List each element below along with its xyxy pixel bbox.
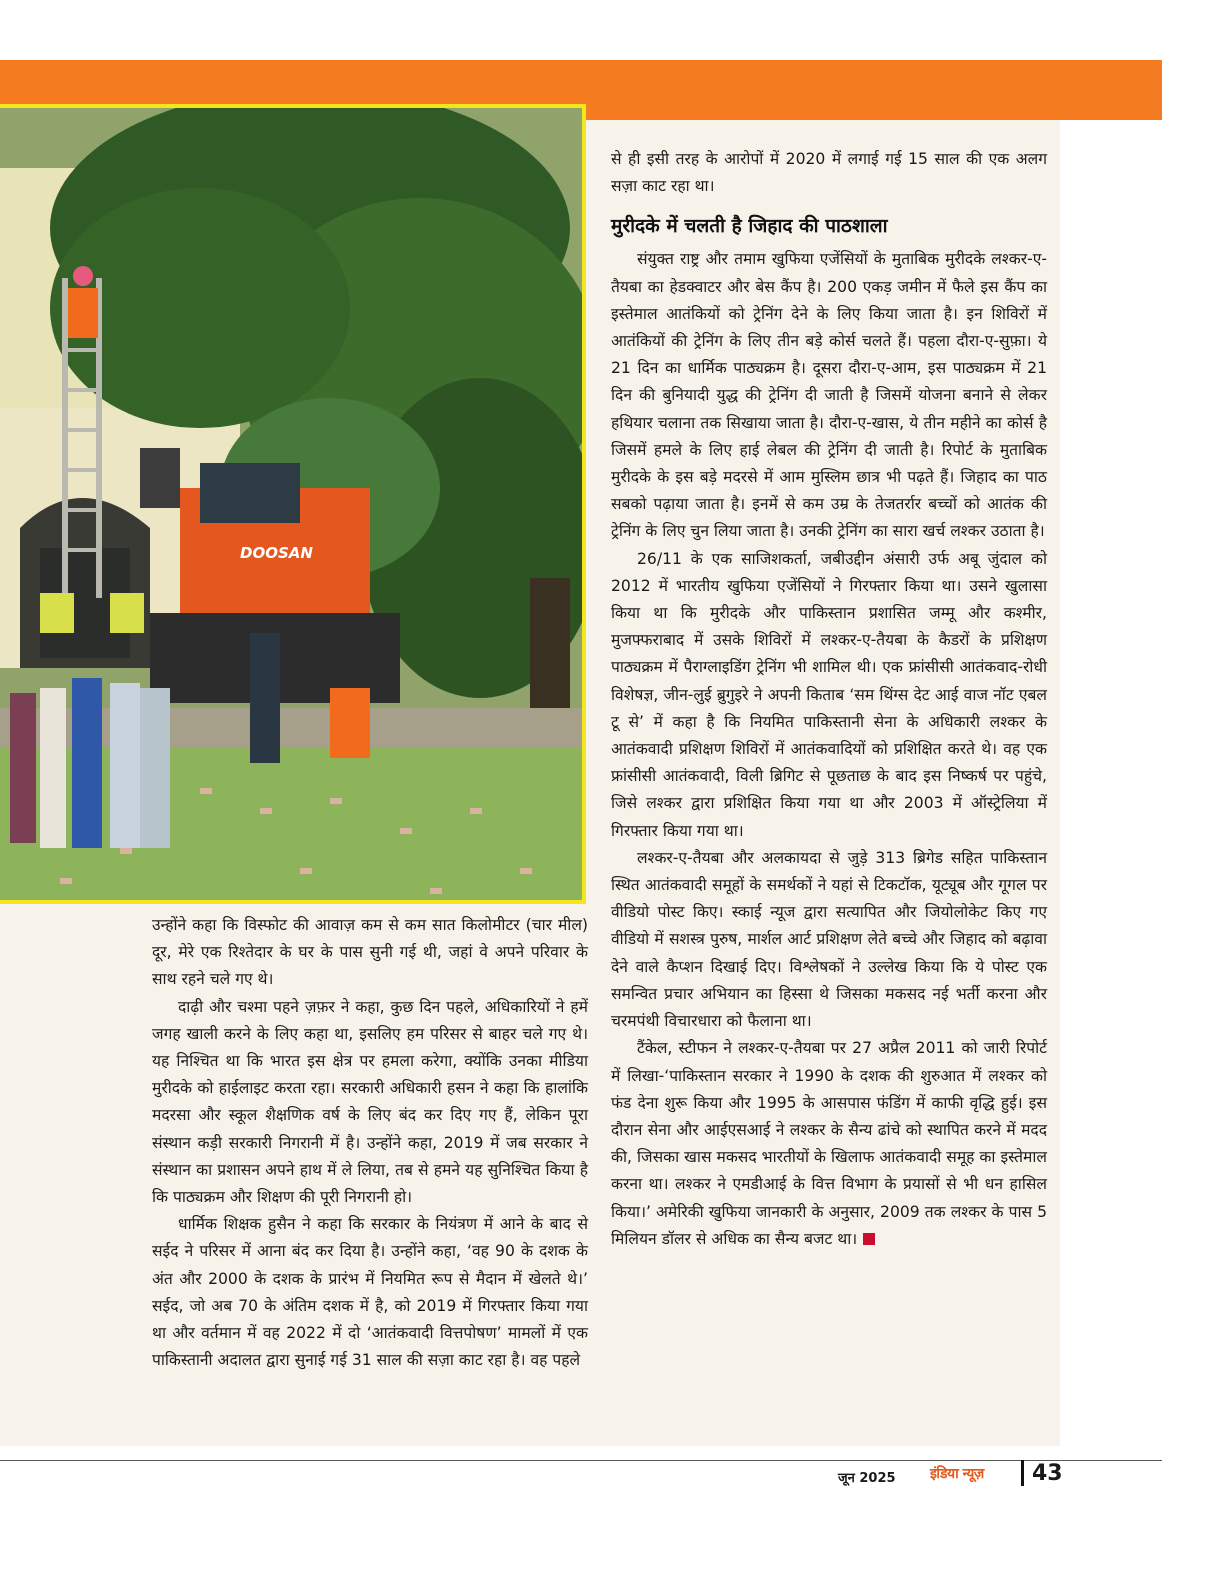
body-paragraph: टैंकेल, स्टीफन ने लश्कर-ए-तैयबा पर 27 अप्रैल 2011 को जारी रिपोर्ट में लिखा-‘पाकिस्तान सरकार ने 1990 के दशक की शुरुआत में लश्कर को फंड देना शुरू किया और 1995 के आसपास फंडिंग में काफी वृद्धि हुई। इस दौरान सेना और आईएसआई ने लश्कर के सैन्य ढांचे को स्थापित करने में मदद की, जिसका खास मकसद भारतीयों के खिलाफ आतंकवादी समूह का इस्तेमाल करना था। लश्कर ने एमडीआई के वित्त विभाग के प्रयासों से भी धन हासिल किया।’ अमेरिकी खुफिया जानकारी के अनुसार, 2009 तक लश्कर के पास 5 मिलियन डॉलर से अधिक का सैन्य बजट था। <box>611 1039 1047 1248</box>
body-paragraph: 26/11 के एक साजिशकर्ता, जबीउद्दीन अंसारी उर्फ अबू जुंदाल को 2012 में भारतीय खुफिया एजेंसियों ने गिरफ्तार किया था। उसने खुलासा किया था कि मुरीदके और पाकिस्तान प्रशासित जम्मू और कश्मीर, मुजफ्फराबाद में उसके शिविरों में लश्कर-ए-तैयबा के कैडरों के प्रशिक्षण पाठ्यक्रम में पैराग्लाइडिंग ट्रेनिंग भी शामिल थी। एक फ्रांसीसी आतंकवाद-रोधी विशेषज्ञ, जीन-लुई ब्रुगुइरे ने अपनी किताब ‘सम थिंग्स देट आई वाज नॉट एबल टू से’ में कहा है कि नियमित पाकिस्तानी सेना के अधिकारी लश्कर के आतंकवादी प्रशिक्षण शिविरों में आतंकवादियों को प्रशिक्षित करते थे। वह एक फ्रांसीसी आतंकवादी, विली ब्रिगिट से पूछताछ के बाद इस निष्कर्ष पर पहुंचे, जिसे लश्कर द्वारा प्रशिक्षित किया गया था और 2003 में ऑस्ट्रेलिया में गिरफ्तार किया गया था। <box>611 549 1047 840</box>
article-photo <box>0 104 586 904</box>
right-text-column <box>611 146 1047 1253</box>
body-paragraph: उन्होंने कहा कि विस्फोट की आवाज़ कम से कम सात किलोमीटर (चार मील) दूर, मेरे एक रिश्तेदार के घर के पास सुनी गई थी, जहां वे अपने परिवार के साथ रहने चले गए थे। <box>152 916 588 989</box>
body-paragraph: लश्कर-ए-तैयबा और अलकायदा से जुड़े 313 ब्रिगेड सहित पाकिस्तान स्थित आतंकवादी समूहों के समर्थकों ने यहां से टिकटॉक, यूट्यूब और गूगल पर वीडियो पोस्ट किए। स्काई न्यूज द्वारा सत्यापित और जियोलोकेट किए गए वीडियो में सशस्त्र पुरुष, मार्शल आर्ट प्रशिक्षण लेते बच्चे और जिहाद को बढ़ावा देने वाले कैप्शन दिखाई दिए। विश्लेषकों ने उल्लेख किया कि ये पोस्ट एक समन्वित प्रचार अभियान का हिस्सा थे जिसका मकसद नई भर्ती करना और चरमपंथी विचारधारा को फैलाना था। <box>611 848 1047 1031</box>
footer-divider <box>0 1460 1162 1461</box>
demolition-scene-illustration <box>0 108 582 904</box>
article-end-mark-icon <box>863 1233 875 1245</box>
left-text-column <box>152 912 588 1374</box>
lead-paragraph: से ही इसी तरह के आरोपों में 2020 में लगाई गई 15 साल की एक अलग सज़ा काट रहा था। <box>611 150 1047 196</box>
body-paragraph: संयुक्त राष्ट्र और तमाम खुफिया एजेंसियों के मुताबिक मुरीदके लश्कर-ए-तैयबा का हेडक्वाटर और बेस कैंप है। 200 एकड़ जमीन में फैले इस कैंप का इस्तेमाल आतंकियों को ट्रेनिंग देने के लिए किया जाता है। इन शिविरों में आतंकियों की ट्रेनिंग के लिए तीन बड़े कोर्स चलते हैं। पहला दौरा-ए-सुफ़ा। ये 21 दिन का धार्मिक पाठ्यक्रम है। दूसरा दौरा-ए-आम, इस पाठ्यक्रम में 21 दिन की बुनियादी युद्ध की ट्रेनिंग दी जाती है जिसमें योजना बनाने से लेकर हथियार चलाना तक सिखाया जाता है। दौरा-ए-खास, ये तीन महीने का कोर्स है जिसमें हमले के लिए हाई लेबल की ट्रेनिंग दी जाती है। रिपोर्ट के मुताबिक मुरीदके के इस बड़े मदरसे में आम मुस्लिम छात्र भी पढ़ते हैं। जिहाद का पाठ सबको पढ़ाया जाता है। इनमें से कम उम्र के तेजतर्रार बच्चों को आतंक की ट्रेनिंग के लिए चुन लिया जाता है। उनकी ट्रेनिंग का सारा खर्च लश्कर उठाता है। <box>611 250 1047 541</box>
body-paragraph: धार्मिक शिक्षक हुसैन ने कहा कि सरकार के नियंत्रण में आने के बाद से सईद ने परिसर में आना बंद कर दिया है। उन्होंने कहा, ‘वह 90 के दशक के अंत और 2000 के दशक के प्रारंभ में नियमित रूप से मैदान में खेलते थे।’ सईद, जो अब 70 के अंतिम दशक में है, को 2019 में गिरफ्तार किया गया था और वर्तमान में वह 2022 में दो ‘आतंकवादी वित्तपोषण’ मामलों में एक पाकिस्तानी अदालत द्वारा सुनाई गई 31 साल की सज़ा काट रहा है। वह पहले <box>152 1215 588 1370</box>
section-subheading: मुरीदके में चलती है जिहाद की पाठशाला <box>611 215 888 238</box>
footer-issue-date: जून 2025 <box>838 1471 896 1486</box>
footer-magazine-logo: इंडिया न्यूज़ <box>930 1466 984 1482</box>
page-number: 43 <box>1032 1461 1063 1486</box>
footer-separator <box>1021 1460 1024 1486</box>
machine-brand-label: DOOSAN <box>240 544 313 562</box>
body-paragraph: दाढ़ी और चश्मा पहने ज़फ़र ने कहा, कुछ दिन पहले, अधिकारियों ने हमें जगह खाली करने के लिए कहा था, इसलिए हम परिसर से बाहर चले गए थे। यह निश्चित था कि भारत इस क्षेत्र पर हमला करेगा, क्योंकि उनका मीडिया मुरीदके को हाईलाइट करता रहा। सरकारी अधिकारी हसन ने कहा कि हालांकि मदरसा और स्कूल शैक्षणिक वर्ष के लिए बंद कर दिए गए हैं, लेकिन पूरा संस्थान कड़ी सरकारी निगरानी में है। उन्होंने कहा, 2019 में जब सरकार ने संस्थान का प्रशासन अपने हाथ में ले लिया, तब से हमने यह सुनिश्चित किया है कि पाठ्यक्रम और शिक्षण की पूरी निगरानी हो। <box>152 997 588 1207</box>
